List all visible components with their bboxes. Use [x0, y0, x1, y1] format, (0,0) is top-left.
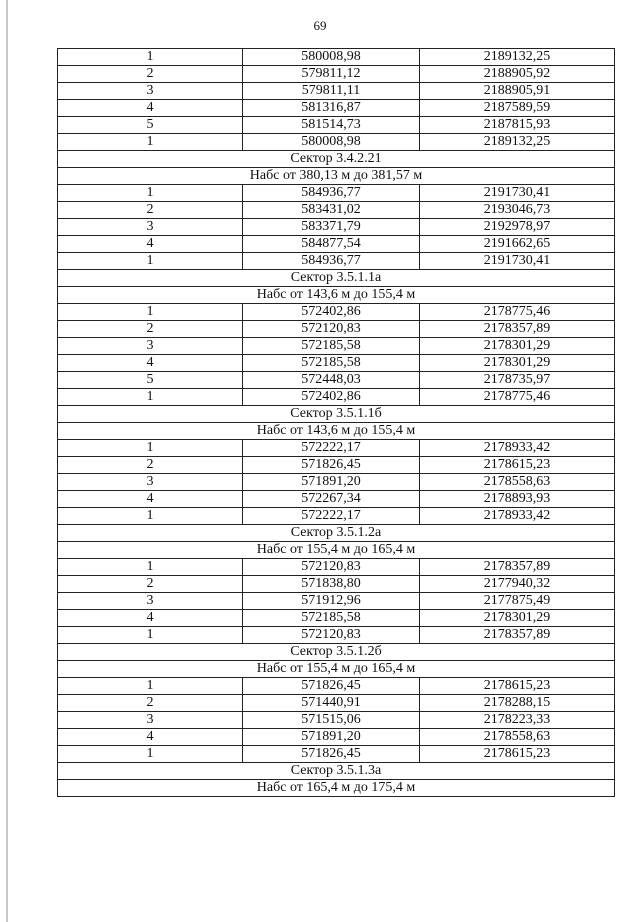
x-coordinate-cell: 580008,98 [243, 134, 420, 151]
coordinate-row [58, 610, 615, 627]
coordinate-row [58, 712, 615, 729]
sector-header-row [58, 406, 615, 423]
y-coordinate-cell: 2187589,59 [420, 100, 615, 117]
coordinate-row [58, 304, 615, 321]
point-number-cell: 1 [58, 304, 243, 321]
point-number-cell: 3 [58, 338, 243, 355]
sector-header-cell: Набс от 155,4 м до 165,4 м [58, 661, 615, 678]
sector-header-row [58, 287, 615, 304]
coordinate-row [58, 491, 615, 508]
point-number-cell: 5 [58, 117, 243, 134]
x-coordinate-cell: 572120,83 [243, 627, 420, 644]
point-number-cell: 1 [58, 746, 243, 763]
sector-header-row [58, 780, 615, 797]
point-number-cell: 4 [58, 355, 243, 372]
y-coordinate-cell: 2178357,89 [420, 559, 615, 576]
y-coordinate-cell: 2178775,46 [420, 304, 615, 321]
x-coordinate-cell: 584936,77 [243, 185, 420, 202]
point-number-cell: 3 [58, 593, 243, 610]
sector-header-row [58, 270, 615, 287]
coordinate-row [58, 474, 615, 491]
x-coordinate-cell: 571891,20 [243, 474, 420, 491]
coordinate-row [58, 678, 615, 695]
point-number-cell: 1 [58, 49, 243, 66]
x-coordinate-cell: 584936,77 [243, 253, 420, 270]
point-number-cell: 2 [58, 695, 243, 712]
y-coordinate-cell: 2178357,89 [420, 627, 615, 644]
coordinate-row [58, 134, 615, 151]
y-coordinate-cell: 2191730,41 [420, 185, 615, 202]
y-coordinate-cell: 2191662,65 [420, 236, 615, 253]
point-number-cell: 3 [58, 474, 243, 491]
point-number-cell: 4 [58, 610, 243, 627]
coordinate-row [58, 372, 615, 389]
point-number-cell: 3 [58, 219, 243, 236]
y-coordinate-cell: 2191730,41 [420, 253, 615, 270]
y-coordinate-cell: 2188905,92 [420, 66, 615, 83]
coordinate-row [58, 117, 615, 134]
x-coordinate-cell: 572185,58 [243, 355, 420, 372]
x-coordinate-cell: 572267,34 [243, 491, 420, 508]
y-coordinate-cell: 2178301,29 [420, 610, 615, 627]
y-coordinate-cell: 2178223,33 [420, 712, 615, 729]
coordinate-row [58, 219, 615, 236]
sector-header-cell: Сектор 3.4.2.21 [58, 151, 615, 168]
coordinate-row [58, 355, 615, 372]
point-number-cell: 1 [58, 134, 243, 151]
coordinates-table [57, 48, 615, 797]
x-coordinate-cell: 579811,11 [243, 83, 420, 100]
coordinate-row [58, 185, 615, 202]
y-coordinate-cell: 2178933,42 [420, 508, 615, 525]
coordinate-row [58, 593, 615, 610]
point-number-cell: 4 [58, 491, 243, 508]
x-coordinate-cell: 580008,98 [243, 49, 420, 66]
sector-header-row [58, 151, 615, 168]
coordinate-row [58, 253, 615, 270]
sector-header-cell: Набс от 143,6 м до 155,4 м [58, 423, 615, 440]
y-coordinate-cell: 2178301,29 [420, 355, 615, 372]
sector-header-cell: Сектор 3.5.1.2б [58, 644, 615, 661]
x-coordinate-cell: 572222,17 [243, 440, 420, 457]
coordinate-row [58, 440, 615, 457]
coordinate-row [58, 236, 615, 253]
point-number-cell: 3 [58, 83, 243, 100]
x-coordinate-cell: 572448,03 [243, 372, 420, 389]
sector-header-row [58, 763, 615, 780]
y-coordinate-cell: 2178558,63 [420, 729, 615, 746]
sector-header-cell: Набс от 143,6 м до 155,4 м [58, 287, 615, 304]
coordinate-row [58, 83, 615, 100]
x-coordinate-cell: 572402,86 [243, 304, 420, 321]
x-coordinate-cell: 572185,58 [243, 338, 420, 355]
point-number-cell: 1 [58, 508, 243, 525]
x-coordinate-cell: 571515,06 [243, 712, 420, 729]
sector-header-row [58, 168, 615, 185]
y-coordinate-cell: 2178615,23 [420, 746, 615, 763]
coordinate-row [58, 389, 615, 406]
y-coordinate-cell: 2178933,42 [420, 440, 615, 457]
sector-header-cell: Набс от 165,4 м до 175,4 м [58, 780, 615, 797]
y-coordinate-cell: 2192978,97 [420, 219, 615, 236]
point-number-cell: 1 [58, 559, 243, 576]
coordinate-row [58, 695, 615, 712]
coordinate-row [58, 508, 615, 525]
x-coordinate-cell: 572402,86 [243, 389, 420, 406]
x-coordinate-cell: 571826,45 [243, 678, 420, 695]
page-number: 69 [313, 18, 327, 33]
x-coordinate-cell: 572120,83 [243, 559, 420, 576]
point-number-cell: 4 [58, 236, 243, 253]
y-coordinate-cell: 2189132,25 [420, 134, 615, 151]
sector-header-cell: Сектор 3.5.1.1а [58, 270, 615, 287]
y-coordinate-cell: 2178615,23 [420, 678, 615, 695]
y-coordinate-cell: 2189132,25 [420, 49, 615, 66]
coordinate-row [58, 457, 615, 474]
point-number-cell: 1 [58, 185, 243, 202]
point-number-cell: 4 [58, 729, 243, 746]
point-number-cell: 1 [58, 440, 243, 457]
y-coordinate-cell: 2178357,89 [420, 321, 615, 338]
coordinate-row [58, 746, 615, 763]
point-number-cell: 1 [58, 627, 243, 644]
point-number-cell: 2 [58, 66, 243, 83]
x-coordinate-cell: 581514,73 [243, 117, 420, 134]
x-coordinate-cell: 584877,54 [243, 236, 420, 253]
x-coordinate-cell: 583431,02 [243, 202, 420, 219]
point-number-cell: 2 [58, 457, 243, 474]
sector-header-cell: Сектор 3.5.1.1б [58, 406, 615, 423]
sector-header-row [58, 542, 615, 559]
sector-header-cell: Сектор 3.5.1.3а [58, 763, 615, 780]
x-coordinate-cell: 571912,96 [243, 593, 420, 610]
point-number-cell: 1 [58, 678, 243, 695]
sector-header-row [58, 525, 615, 542]
x-coordinate-cell: 571838,80 [243, 576, 420, 593]
coordinate-row [58, 576, 615, 593]
point-number-cell: 2 [58, 202, 243, 219]
coordinate-row [58, 49, 615, 66]
y-coordinate-cell: 2193046,73 [420, 202, 615, 219]
y-coordinate-cell: 2178558,63 [420, 474, 615, 491]
y-coordinate-cell: 2178301,29 [420, 338, 615, 355]
coordinates-table-body [58, 49, 615, 797]
x-coordinate-cell: 583371,79 [243, 219, 420, 236]
y-coordinate-cell: 2177940,32 [420, 576, 615, 593]
y-coordinate-cell: 2178775,46 [420, 389, 615, 406]
x-coordinate-cell: 571826,45 [243, 746, 420, 763]
y-coordinate-cell: 2178288,15 [420, 695, 615, 712]
sector-header-cell: Сектор 3.5.1.2а [58, 525, 615, 542]
sector-header-row [58, 644, 615, 661]
coordinate-row [58, 559, 615, 576]
point-number-cell: 1 [58, 253, 243, 270]
x-coordinate-cell: 571826,45 [243, 457, 420, 474]
coordinate-row [58, 627, 615, 644]
sector-header-row [58, 661, 615, 678]
x-coordinate-cell: 571440,91 [243, 695, 420, 712]
coordinate-row [58, 202, 615, 219]
y-coordinate-cell: 2177875,49 [420, 593, 615, 610]
coordinate-row [58, 729, 615, 746]
scan-edge [6, 0, 8, 922]
x-coordinate-cell: 581316,87 [243, 100, 420, 117]
sector-header-cell: Набс от 155,4 м до 165,4 м [58, 542, 615, 559]
y-coordinate-cell: 2178615,23 [420, 457, 615, 474]
y-coordinate-cell: 2178893,93 [420, 491, 615, 508]
x-coordinate-cell: 579811,12 [243, 66, 420, 83]
point-number-cell: 2 [58, 576, 243, 593]
coordinate-row [58, 100, 615, 117]
x-coordinate-cell: 572222,17 [243, 508, 420, 525]
sector-header-cell: Набс от 380,13 м до 381,57 м [58, 168, 615, 185]
y-coordinate-cell: 2188905,91 [420, 83, 615, 100]
y-coordinate-cell: 2178735,97 [420, 372, 615, 389]
sector-header-row [58, 423, 615, 440]
x-coordinate-cell: 571891,20 [243, 729, 420, 746]
point-number-cell: 5 [58, 372, 243, 389]
point-number-cell: 1 [58, 389, 243, 406]
point-number-cell: 4 [58, 100, 243, 117]
point-number-cell: 3 [58, 712, 243, 729]
y-coordinate-cell: 2187815,93 [420, 117, 615, 134]
x-coordinate-cell: 572120,83 [243, 321, 420, 338]
point-number-cell: 2 [58, 321, 243, 338]
coordinate-row [58, 338, 615, 355]
x-coordinate-cell: 572185,58 [243, 610, 420, 627]
coordinate-row [58, 66, 615, 83]
coordinate-row [58, 321, 615, 338]
